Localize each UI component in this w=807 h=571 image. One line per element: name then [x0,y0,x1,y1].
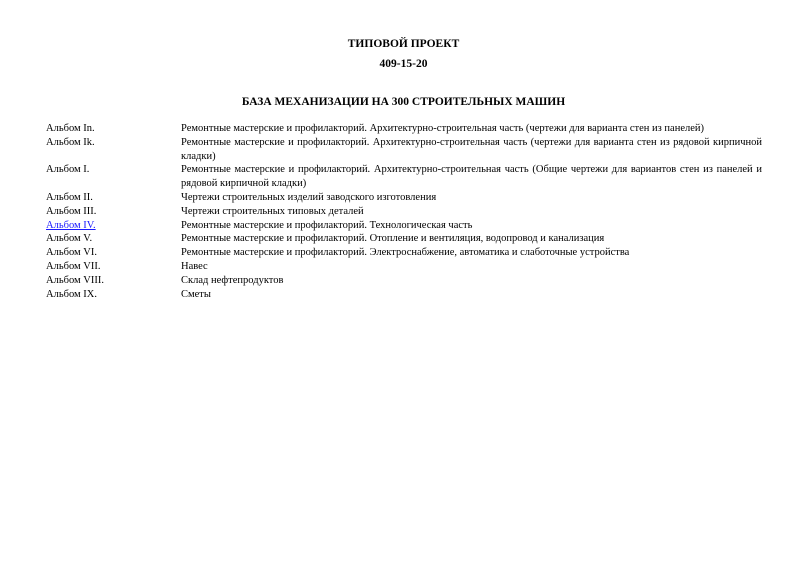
album-description: Чертежи строительных изделий заводского изготовления [181,191,437,203]
album-name: Альбом III. [46,205,97,217]
album-row [46,191,762,205]
album-description: Чертежи строительных типовых деталей [181,205,364,217]
album-row [46,136,762,164]
album-name: Альбом VII. [46,260,101,272]
album-description: Сметы [181,288,211,300]
project-code-heading: 409-15-20 [379,58,428,70]
project-type-heading: ТИПОВОЙ ПРОЕКТ [347,38,460,50]
album-row [46,163,762,191]
album-row [46,274,762,288]
album-description: Ремонтные мастерские и профилакторий. Архитектурно-строительная часть (чертежи для варианта стен из рядовой кирпичной кладки) [181,136,762,162]
album-row [46,232,762,246]
project-title-heading: БАЗА МЕХАНИЗАЦИИ НА 300 СТРОИТЕЛЬНЫХ МАШИН [241,96,566,108]
album-name: Альбом VI. [46,247,97,259]
album-iv-link[interactable]: Альбом IV. [46,219,96,231]
albums-list [46,122,762,301]
album-name: Альбом In. [46,123,95,134]
album-row [46,219,762,233]
album-name: Альбом IX. [46,288,97,300]
album-name: Альбом VIII. [46,274,104,286]
album-description: Ремонтные мастерские и профилакторий. Архитектурно-строительная часть (Общие чертежи для вариантов стен из панелей и рядовой кирпичной кладки) [181,164,762,190]
album-description: Ремонтные мастерские и профилакторий. Архитектурно-строительная часть (чертежи для варианта стен из панелей) [181,123,704,134]
album-description: Ремонтные мастерские и профилакторий. Технологическая часть [181,219,473,231]
album-row [46,122,762,136]
album-description: Ремонтные мастерские и профилакторий. Отопление и вентиляция, водопровод и канализация [181,233,605,245]
album-name: Альбом II. [46,191,93,203]
album-row [46,260,762,274]
album-row [46,246,762,260]
album-name: Альбом V. [46,233,93,245]
album-row [46,205,762,219]
album-description: Навес [181,260,208,272]
album-row [46,288,762,302]
album-description: Склад нефтепродуктов [181,274,284,286]
album-name: Альбом Ik. [46,136,95,148]
album-name: Альбом I. [46,164,90,176]
album-description: Ремонтные мастерские и профилакторий. Электроснабжение, автоматика и слаботочные устройства [181,247,630,259]
